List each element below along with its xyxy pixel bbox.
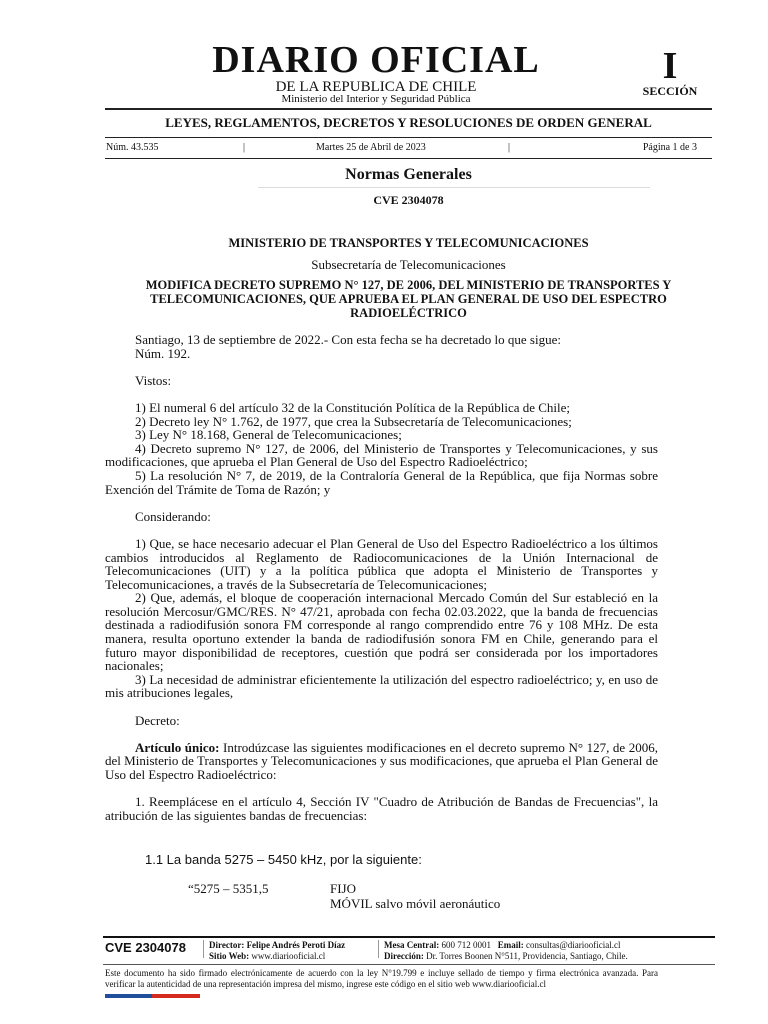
considerando-item: 2) Que, además, el bloque de cooperación internacional Mercado Común del Sur estableció en la resolución Mercosur/GMC/RES. N° 47/21, aprobada con fecha 02.03.2022, que la banda de frecuencias destinada a radiodifusión sonora FM corresponde al rango comprendido entre 76 y 108 MHz. De esta manera, resulta oportuno extender la banda de radiodifusión sonora FM en Chile, generando para el futuro mayor disponibilidad de receptores, cuestión que podrá ser considerada por los importadores nacionales; (105, 590, 658, 674)
intro-line: Santiago, 13 de septiembre de 2022.- Con esta fecha se ha decretado lo que sigue: (135, 332, 561, 347)
articulo-text: Introdúzcase las siguientes modificaciones en el decreto supremo N° 127, de 2006, del Ministerio de Transportes y Telecomunicaciones y sus modificaciones, que aprueba el Plan General de Uso del Espectro Radioeléctrico: (105, 739, 658, 782)
site-label: Sitio Web: (209, 951, 250, 961)
vistos-item: 4) Decreto supremo N° 127, de 2006, del Ministerio de Transportes y Telecomunicaciones, y sus modificaciones, que aprueba el Plan General de Uso del Espectro Radioeléctrico; (105, 440, 658, 470)
address-label: Dirección: (384, 951, 424, 961)
band-service: MÓVIL salvo móvil aeronáutico (330, 896, 501, 911)
considerando-item: 3) La necesidad de administrar eficientemente la utilización del espectro radioeléctrico; y, en uso de mis atribuciones legales, (105, 671, 658, 701)
normas-heading: Normas Generales (345, 166, 472, 183)
director-name: Felipe Andrés Peroti Díaz (246, 940, 346, 950)
section-label: SECCIÓN (642, 84, 698, 98)
cve-code: CVE 2304078 (373, 193, 444, 207)
email-link[interactable]: consultas@diariooficial.cl (525, 940, 621, 950)
considerando-label: Considerando: (135, 508, 211, 524)
footer-separator (203, 940, 204, 958)
address: Dr. Torres Boonen N°511, Providencia, Santiago, Chile. (426, 951, 628, 961)
footer-director (209, 940, 345, 962)
section-heading: LEYES, REGLAMENTOS, DECRETOS Y RESOLUCIONES DE ORDEN GENERAL (165, 115, 652, 130)
decree-title: MODIFICA DECRETO SUPREMO N° 127, DE 2006, DEL MINISTERIO DE TRANSPORTES Y TELECOMUNICACIONES, QUE APRUEBA EL PLAN GENERAL DE USO DEL ESPECTRO RADIOELÉCTRICO (145, 278, 672, 320)
vistos-item: 3) Ley N° 18.168, General de Telecomunicaciones; (135, 427, 402, 443)
masthead-subtitle: DE LA REPUBLICA DE CHILE (275, 79, 477, 95)
meta-separator: | (243, 142, 246, 153)
flag-stripe-blue (105, 994, 152, 998)
masthead-ministry: Ministerio del Interior y Seguridad Pública (281, 93, 471, 105)
articulo-unico (105, 741, 658, 782)
divider (105, 158, 712, 159)
masthead-title: DIARIO OFICIAL (212, 39, 540, 81)
email-label: Email: (497, 940, 524, 950)
vistos-item: 2) Decreto ley N° 1.762, de 1977, que crea la Subsecretaría de Telecomunicaciones; (135, 413, 572, 429)
decree-number: Núm. 192. (135, 345, 191, 361)
footer-cve: CVE 2304078 (105, 940, 186, 955)
director-label: Director: (209, 940, 245, 950)
decreto-label: Decreto: (135, 712, 180, 728)
issue-date: Martes 25 de Abril de 2023 (316, 142, 426, 153)
site-link[interactable]: www.diariooficial.cl (251, 951, 326, 961)
divider (105, 108, 712, 110)
issue-number: Núm. 43.535 (106, 142, 159, 153)
articulo-label: Artículo único: (135, 739, 220, 755)
divider (105, 137, 712, 138)
subsecretaria: Subsecretaría de Telecomunicaciones (311, 257, 506, 272)
section-number: I (662, 45, 678, 87)
meta-separator: | (508, 142, 511, 153)
ministry-heading: MINISTERIO DE TRANSPORTES Y TELECOMUNICACIONES (228, 236, 589, 250)
footer-contact (384, 940, 628, 962)
footer-divider (103, 964, 715, 965)
considerando-item: 1) Que, se hace necesario adecuar el Plan General de Uso del Espectro Radioeléctrico a los últimos cambios introducidos al Reglamento de Radiocomunicaciones de la Unión Internacional de Telecomunicaciones (UIT) y a la política pública que adopta el Ministerio de Transportes y Telecomunicaciones, a través de la Subsecretaría de Telecomunicaciones; (105, 535, 658, 592)
vistos-item: 1) El numeral 6 del artículo 32 de la Constitución Política de la República de Chile; (135, 399, 571, 415)
footer-separator (378, 940, 379, 958)
mesa-label: Mesa Central: (384, 940, 440, 950)
vistos-label: Vistos: (135, 372, 172, 388)
vistos-item: 5) La resolución N° 7, de 2019, de la Contraloría General de la República, que fija Normas sobre Exención del Trámite de Toma de Razón; y (105, 467, 658, 497)
page-indicator: Página 1 de 3 (642, 142, 697, 153)
band-heading: 1.1 La banda 5275 – 5450 kHz, por la siguiente: (145, 852, 422, 867)
flag-stripe-red (152, 994, 200, 998)
divider (258, 187, 650, 188)
document-body (105, 333, 658, 822)
mesa-phone: 600 712 0001 (441, 940, 491, 950)
band-range: “5275 – 5351,5 (188, 881, 269, 896)
modification-item: 1. Reemplácese en el artículo 4, Sección IV "Cuadro de Atribución de Bandas de Frecuencias", la atribución de las siguientes bandas de frecuencias: (105, 794, 658, 823)
signature-note: Este documento ha sido firmado electrónicamente de acuerdo con la ley N°19.799 e incluye sellado de tiempo y firma electrónica avanzada. Para verificar la autenticidad de una representación impresa del mismo, ingrese este código en el sitio web www.diariooficial.cl (105, 968, 658, 989)
band-service: FIJO (330, 881, 357, 896)
footer-divider (103, 936, 715, 938)
